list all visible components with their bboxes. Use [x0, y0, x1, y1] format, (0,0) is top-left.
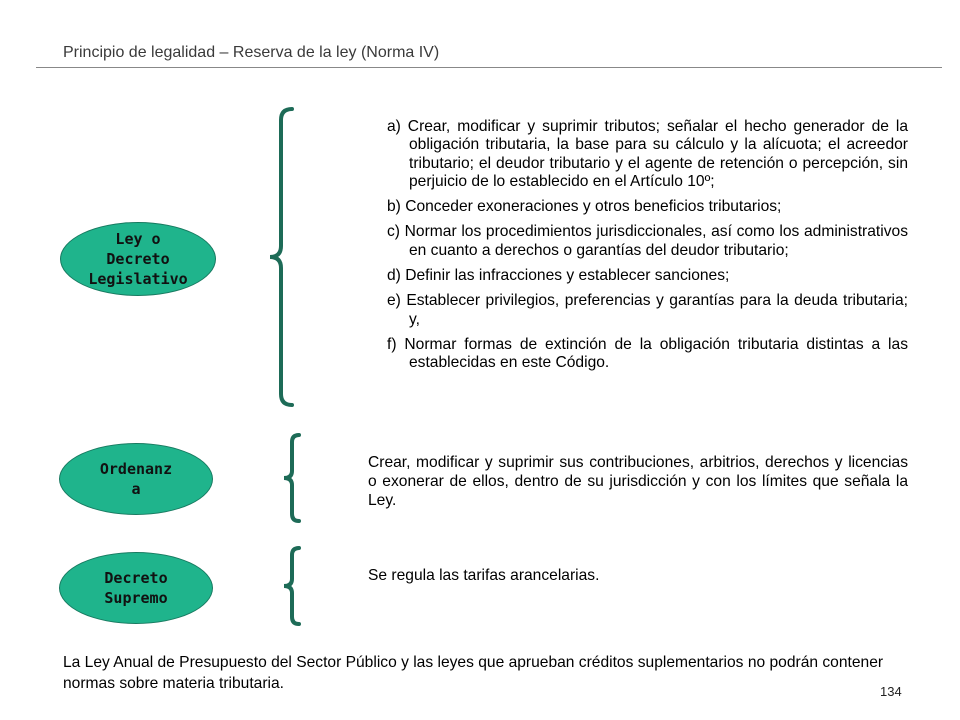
- oval-label-line: Ley o: [115, 230, 161, 248]
- oval-label-line: Decreto: [106, 250, 170, 268]
- ley-decreto-legislativo-oval: [60, 222, 216, 296]
- footer-note: La Ley Anual de Presupuesto del Sector Público y las leyes que aprueban créditos suplementarios no podrán contener normas sobre materia tributaria.: [63, 654, 884, 692]
- decreto-supremo-text: Se regula las tarifas arancelarias.: [368, 567, 600, 584]
- ley-brace: [266, 106, 296, 408]
- oval-label-line: Supremo: [104, 589, 168, 607]
- oval-label-line: a: [131, 480, 141, 498]
- oval-label-line: Decreto: [104, 569, 168, 587]
- list-item-c: c) Normar los procedimientos jurisdiccionales, así como los administrativos en cuanto a derechos o garantías del deudor tributario;: [387, 223, 908, 259]
- ordenanza-text: Crear, modificar y suprimir sus contribuciones, arbitrios, derechos y licencias o exonerar de ellos, dentro de su jurisdicción y con los límites que señala la Ley.: [368, 454, 908, 509]
- ordenanza-brace: [280, 432, 302, 524]
- list-item-f: f) Normar formas de extinción de la obligación tributaria distintas a las establecidas en este Código.: [387, 335, 908, 372]
- list-item-e: e) Establecer privilegios, preferencias y garantías para la deuda tributaria; y,: [387, 292, 908, 328]
- list-item-a: a) Crear, modificar y suprimir tributos; señalar el hecho generador de la obligación tributaria, la base para su cálculo y la alícuota; el acreedor tributario; el deudor tributario y el agente de retención o percepción, sin perjuicio de lo establecido en el Artículo 10º;: [387, 118, 908, 190]
- list-item-b: b) Conceder exoneraciones y otros beneficios tributarios;: [387, 198, 782, 216]
- list-item-d: d) Definir las infracciones y establecer sanciones;: [387, 267, 730, 285]
- oval-label-line: Ordenanz: [99, 460, 173, 478]
- decreto-supremo-brace: [280, 545, 302, 627]
- ordenanza-oval: [59, 443, 213, 515]
- page-title: Principio de legalidad – Reserva de la ley (Norma IV): [63, 44, 440, 61]
- ley-items-list: [387, 118, 908, 373]
- title-divider: [36, 67, 942, 68]
- oval-label-line: Legislativo: [88, 270, 188, 288]
- page-number: 134: [880, 684, 902, 699]
- decreto-supremo-oval: [59, 552, 213, 624]
